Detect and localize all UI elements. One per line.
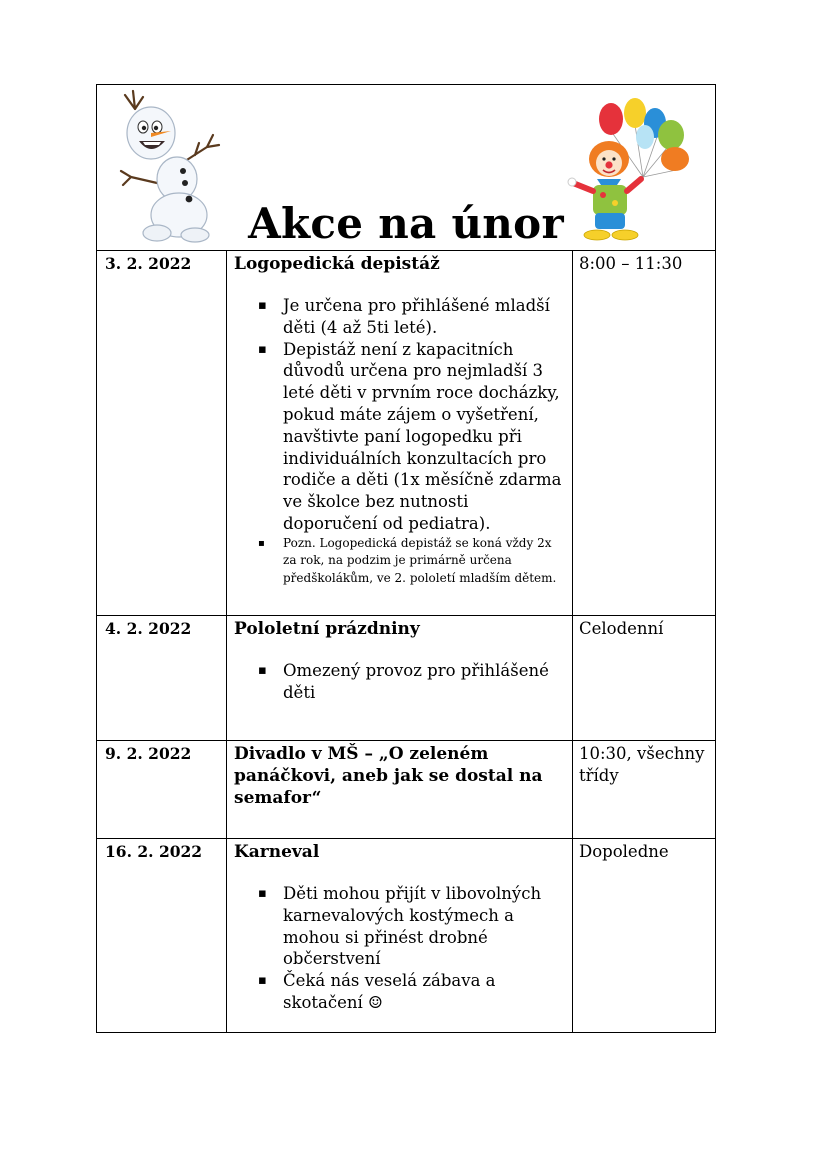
list-item: ▪ Omezený provoz pro přihlášené děti [283, 660, 562, 704]
list-item: ▪ Depistáž není z kapacitních důvodů určena pro nejmladší 3 leté děti v prvním roce docházky, pokud máte zájem o vyšetření, navštivte paní logopedku při individuálních konzultacích pro rodiče a děti (1x měsíčně zdarma ve školce bez nutnosti doporučení od pediatra). [283, 339, 562, 535]
table-header [97, 85, 715, 251]
event-bullet-list [234, 660, 562, 704]
event-title: Karneval [234, 842, 320, 862]
events-table [96, 84, 716, 1033]
list-item: ▪ Čeká nás veselá zábava a skotačení ☺ [283, 970, 562, 1014]
table-row [97, 839, 715, 1032]
event-time: Celodenní [579, 619, 664, 638]
event-date: 9. 2. 2022 [97, 741, 227, 838]
table-row [97, 741, 715, 839]
event-time: 8:00 – 11:30 [579, 254, 683, 273]
event-date: 4. 2. 2022 [97, 616, 227, 740]
table-row [97, 616, 715, 741]
event-time: Dopoledne [579, 842, 669, 861]
event-bullet-list [234, 883, 562, 1014]
clown-with-balloons-illustration-icon [567, 97, 707, 243]
event-time: 10:30, všechny třídy [579, 744, 705, 785]
event-description [227, 741, 573, 838]
event-description [227, 251, 573, 615]
event-bullet-list [234, 295, 562, 587]
event-description [227, 616, 573, 740]
event-date: 16. 2. 2022 [97, 839, 227, 1032]
page-title: Akce na únor [248, 199, 564, 248]
event-title: Divadlo v MŠ – „O zeleném panáčkovi, aneb jak se dostal na semafor“ [234, 744, 543, 808]
list-item: ▪ Děti mohou přijít v libovolných karnevalových kostýmech a mohou si přinést drobné občerstvení [283, 883, 562, 970]
table-row [97, 251, 715, 616]
event-title: Logopedická depistáž [234, 254, 440, 274]
event-description [227, 839, 573, 1032]
event-title: Pololetní prázdniny [234, 619, 420, 639]
event-date: 3. 2. 2022 [97, 251, 227, 615]
list-item: ▪ Je určena pro přihlášené mladší děti (4 až 5ti leté). [283, 295, 562, 339]
event-note: ▪ Pozn. Logopedická depistáž se koná vždy 2x za rok, na podzim je primárně určena předškolákům, ve 2. pololetí mladším dětem. [283, 535, 562, 588]
